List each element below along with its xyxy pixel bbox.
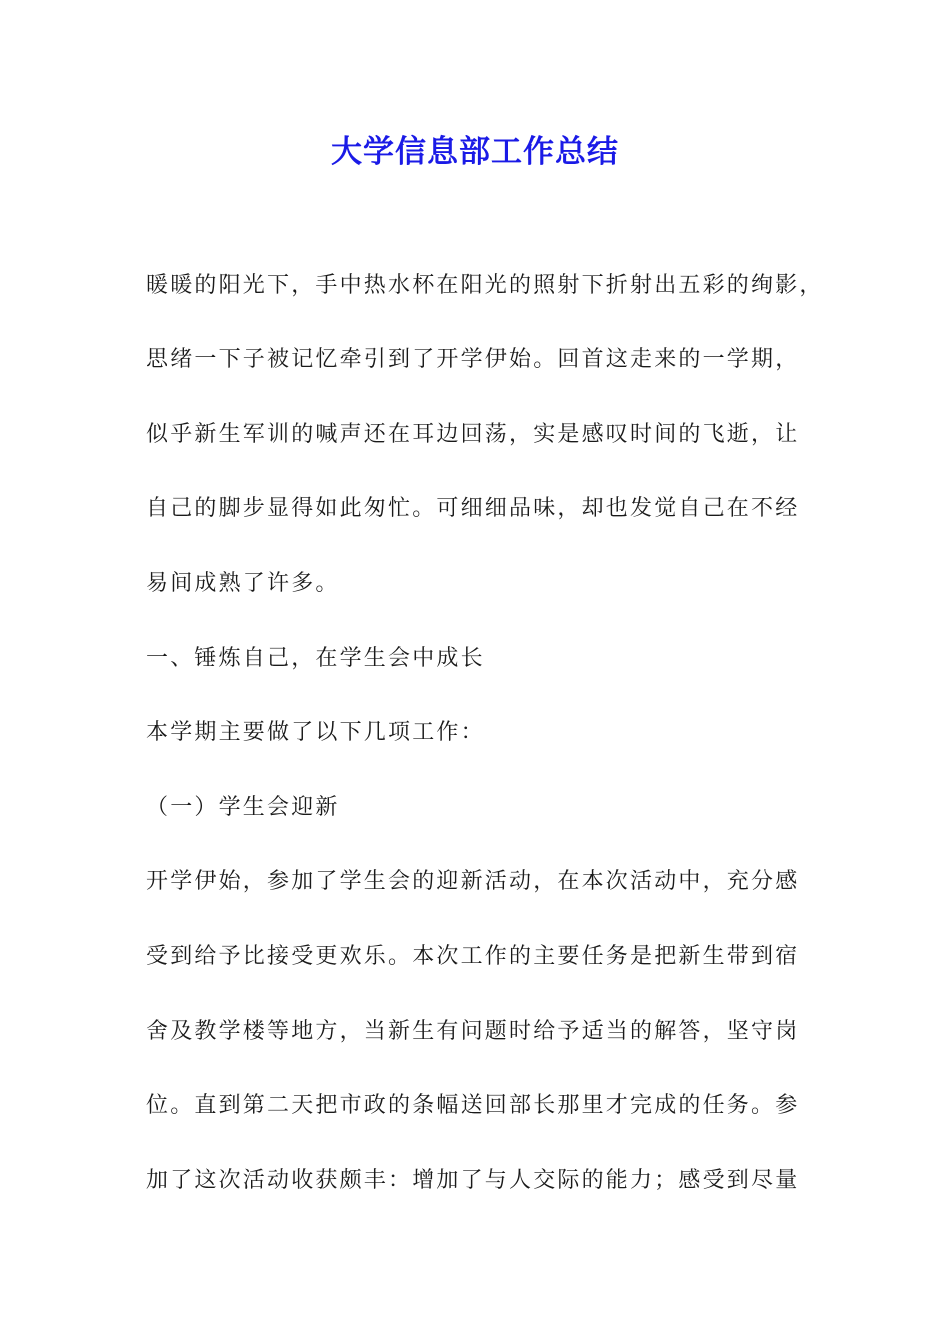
paragraph-line: 舍及教学楼等地方，当新生有问题时给予适当的解答，坚守岗 (146, 1019, 800, 1044)
paragraph-line: 暖暖的阳光下，手中热水杯在阳光的照射下折射出五彩的绚影， (146, 273, 824, 298)
subsection-heading: （一）学生会迎新 (146, 795, 340, 820)
paragraph-line: 开学伊始，参加了学生会的迎新活动，在本次活动中，充分感 (146, 869, 800, 894)
paragraph-line: 思绪一下子被记忆牵引到了开学伊始。回首这走来的一学期， (146, 347, 800, 372)
paragraph-line: 自己的脚步显得如此匆忙。可细细品味，却也发觉自己在不经 (146, 496, 800, 521)
paragraph-line: 位。直到第二天把市政的条幅送回部长那里才完成的任务。参 (146, 1093, 800, 1118)
paragraph-line: 似乎新生军训的喊声还在耳边回荡，实是感叹时间的飞逝，让 (146, 422, 800, 447)
section-heading: 一、锤炼自己，在学生会中成长 (146, 646, 485, 671)
paragraph-line: 加了这次活动收获颇丰：增加了与人交际的能力；感受到尽量 (146, 1168, 800, 1193)
paragraph-line: 易间成熟了许多。 (146, 571, 340, 596)
paragraph-line: 受到给予比接受更欢乐。本次工作的主要任务是把新生带到宿 (146, 944, 800, 969)
paragraph-line: 本学期主要做了以下几项工作： (146, 720, 485, 745)
document-title: 大学信息部工作总结 (331, 134, 619, 170)
